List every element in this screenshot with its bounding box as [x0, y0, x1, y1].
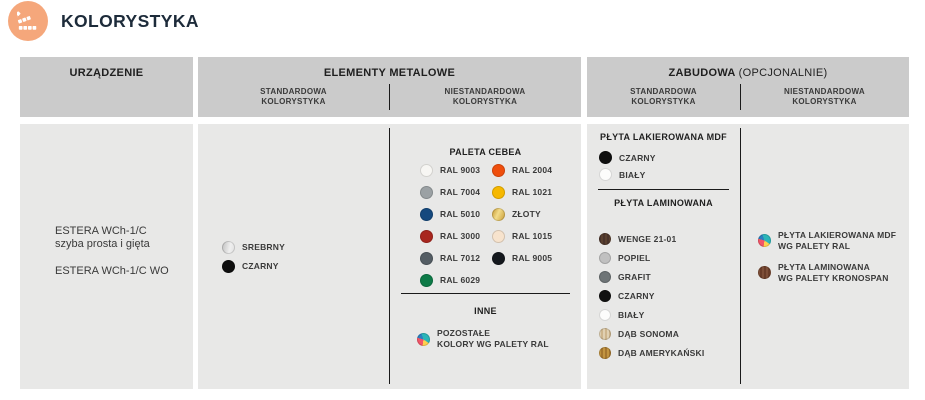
swatch-item: RAL 1015 — [492, 225, 552, 247]
color-dot-wood — [758, 266, 771, 279]
body-cell-housing — [587, 124, 909, 389]
swatch-item: BIAŁY — [599, 166, 740, 183]
palette-icon — [8, 1, 48, 41]
swatch-item: DĄB SONOMA — [599, 324, 740, 343]
color-dot-ral9005 — [492, 252, 505, 265]
metal-header-divider — [389, 84, 390, 110]
metal-nonstandard-subheader: NIESTANDARDOWA KOLORYSTYKA — [444, 87, 526, 106]
housing-nonstandard-colors — [741, 124, 909, 389]
metal-standard-colors — [198, 124, 389, 389]
table-header-row — [20, 57, 909, 117]
swatch-item: RAL 6029 — [420, 269, 492, 291]
color-dot-ral1021 — [492, 186, 505, 199]
swatch-item: DĄB AMERYKAŃSKI — [599, 343, 740, 362]
color-dot-ral3000 — [420, 230, 433, 243]
device-name-line: ESTERA WCh-1/C WO — [55, 264, 169, 277]
mdf-title: PŁYTA LAKIEROWANA MDF — [600, 132, 727, 142]
body-cell-metal — [198, 124, 581, 389]
header-cell-housing — [587, 57, 909, 117]
device-name-line: ESTERA WCh-1/C — [55, 224, 147, 237]
color-dot-ral9003 — [420, 164, 433, 177]
swatch-item: RAL 7004 — [420, 181, 492, 203]
swatch-item: RAL 3000 — [420, 225, 492, 247]
swatch-item: GRAFIT — [599, 267, 740, 286]
color-dot-ral7004 — [420, 186, 433, 199]
metal-nonstandard-colors — [390, 124, 581, 389]
color-dot-ral2004 — [492, 164, 505, 177]
color-dot-czarny — [222, 260, 235, 273]
color-dot-lam-bialy — [599, 309, 611, 321]
color-dot-multicolor — [417, 333, 430, 346]
color-dot-popiel — [599, 252, 611, 264]
housing-column-header: ZABUDOWA (OPCJONALNIE) — [668, 67, 828, 79]
swatch-item: SREBRNY — [222, 238, 389, 257]
color-dot-multicolor — [758, 234, 771, 247]
color-dot-srebrny — [222, 241, 235, 254]
swatch-item: POPIEL — [599, 248, 740, 267]
table-body-row — [20, 117, 909, 389]
device-column-header: URZĄDZENIE — [69, 67, 144, 79]
color-dot-dab-sonoma — [599, 328, 611, 340]
section-divider — [598, 189, 729, 190]
ral-palette — [390, 159, 581, 291]
housing-nonstandard-subheader: NIESTANDARDOWA KOLORYSTYKA — [784, 87, 865, 106]
color-table — [20, 57, 909, 389]
mdf-color-list — [587, 149, 740, 183]
swatch-item: CZARNY — [599, 286, 740, 305]
swatch-item-laminate-kronospan: PŁYTA LAMINOWANA WG PALETY KRONOSPAN — [758, 262, 909, 284]
swatchbook-glyph — [17, 10, 39, 32]
swatch-item: RAL 7012 — [420, 247, 492, 269]
swatch-item: WENGE 21-01 — [599, 229, 740, 248]
swatch-item: ZŁOTY — [492, 203, 552, 225]
swatch-item: BIAŁY — [599, 305, 740, 324]
housing-header-suffix: (OPCJONALNIE) — [738, 67, 828, 79]
housing-subheader-row — [587, 84, 909, 110]
metal-column-header: ELEMENTY METALOWE — [323, 67, 456, 79]
laminate-title: PŁYTA LAMINOWANA — [614, 198, 713, 208]
housing-standard-subheader: STANDARDOWA KOLORYSTYKA — [630, 87, 697, 106]
section-divider — [401, 293, 570, 294]
housing-standard-colors — [587, 124, 740, 389]
header-cell-metal — [198, 57, 581, 117]
swatch-item: RAL 1021 — [492, 181, 552, 203]
header-cell-device — [20, 57, 193, 117]
swatch-item: RAL 9003 — [420, 159, 492, 181]
device-names — [20, 124, 193, 389]
swatch-item: CZARNY — [599, 149, 740, 166]
inne-title: INNE — [474, 306, 497, 316]
color-dot-mdf-czarny — [599, 151, 612, 164]
color-dot-wenge — [599, 233, 611, 245]
color-dot-ral6029 — [420, 274, 433, 287]
swatch-item-other-ral: POZOSTAŁE KOLORY WG PALETY RAL — [390, 328, 581, 350]
swatch-item: RAL 2004 — [492, 159, 552, 181]
color-dot-ral7012 — [420, 252, 433, 265]
body-cell-device — [20, 124, 193, 389]
page-header — [8, 1, 199, 41]
swatch-item: CZARNY — [222, 257, 389, 276]
metal-subheader-row — [198, 84, 581, 110]
color-dot-dab-amerykanski — [599, 347, 611, 359]
color-dot-zloty — [492, 208, 505, 221]
color-dot-ral1015 — [492, 230, 505, 243]
swatch-item-mdf-ral: PŁYTA LAKIEROWANA MDF WG PALETY RAL — [758, 230, 909, 252]
swatch-item: RAL 5010 — [420, 203, 492, 225]
color-dot-grafit — [599, 271, 611, 283]
page-title: KOLORYSTYKA — [61, 10, 199, 31]
color-dot-mdf-bialy — [599, 168, 612, 181]
color-dot-lam-czarny — [599, 290, 611, 302]
laminate-color-list — [587, 229, 740, 362]
housing-header-divider — [740, 84, 741, 110]
device-name-line: szyba prosta i gięta — [55, 238, 150, 251]
palette-cebea-title: PALETA CEBEA — [449, 147, 522, 157]
metal-standard-subheader: STANDARDOWA KOLORYSTYKA — [260, 87, 327, 106]
swatch-item: RAL 9005 — [492, 247, 552, 269]
color-dot-ral5010 — [420, 208, 433, 221]
